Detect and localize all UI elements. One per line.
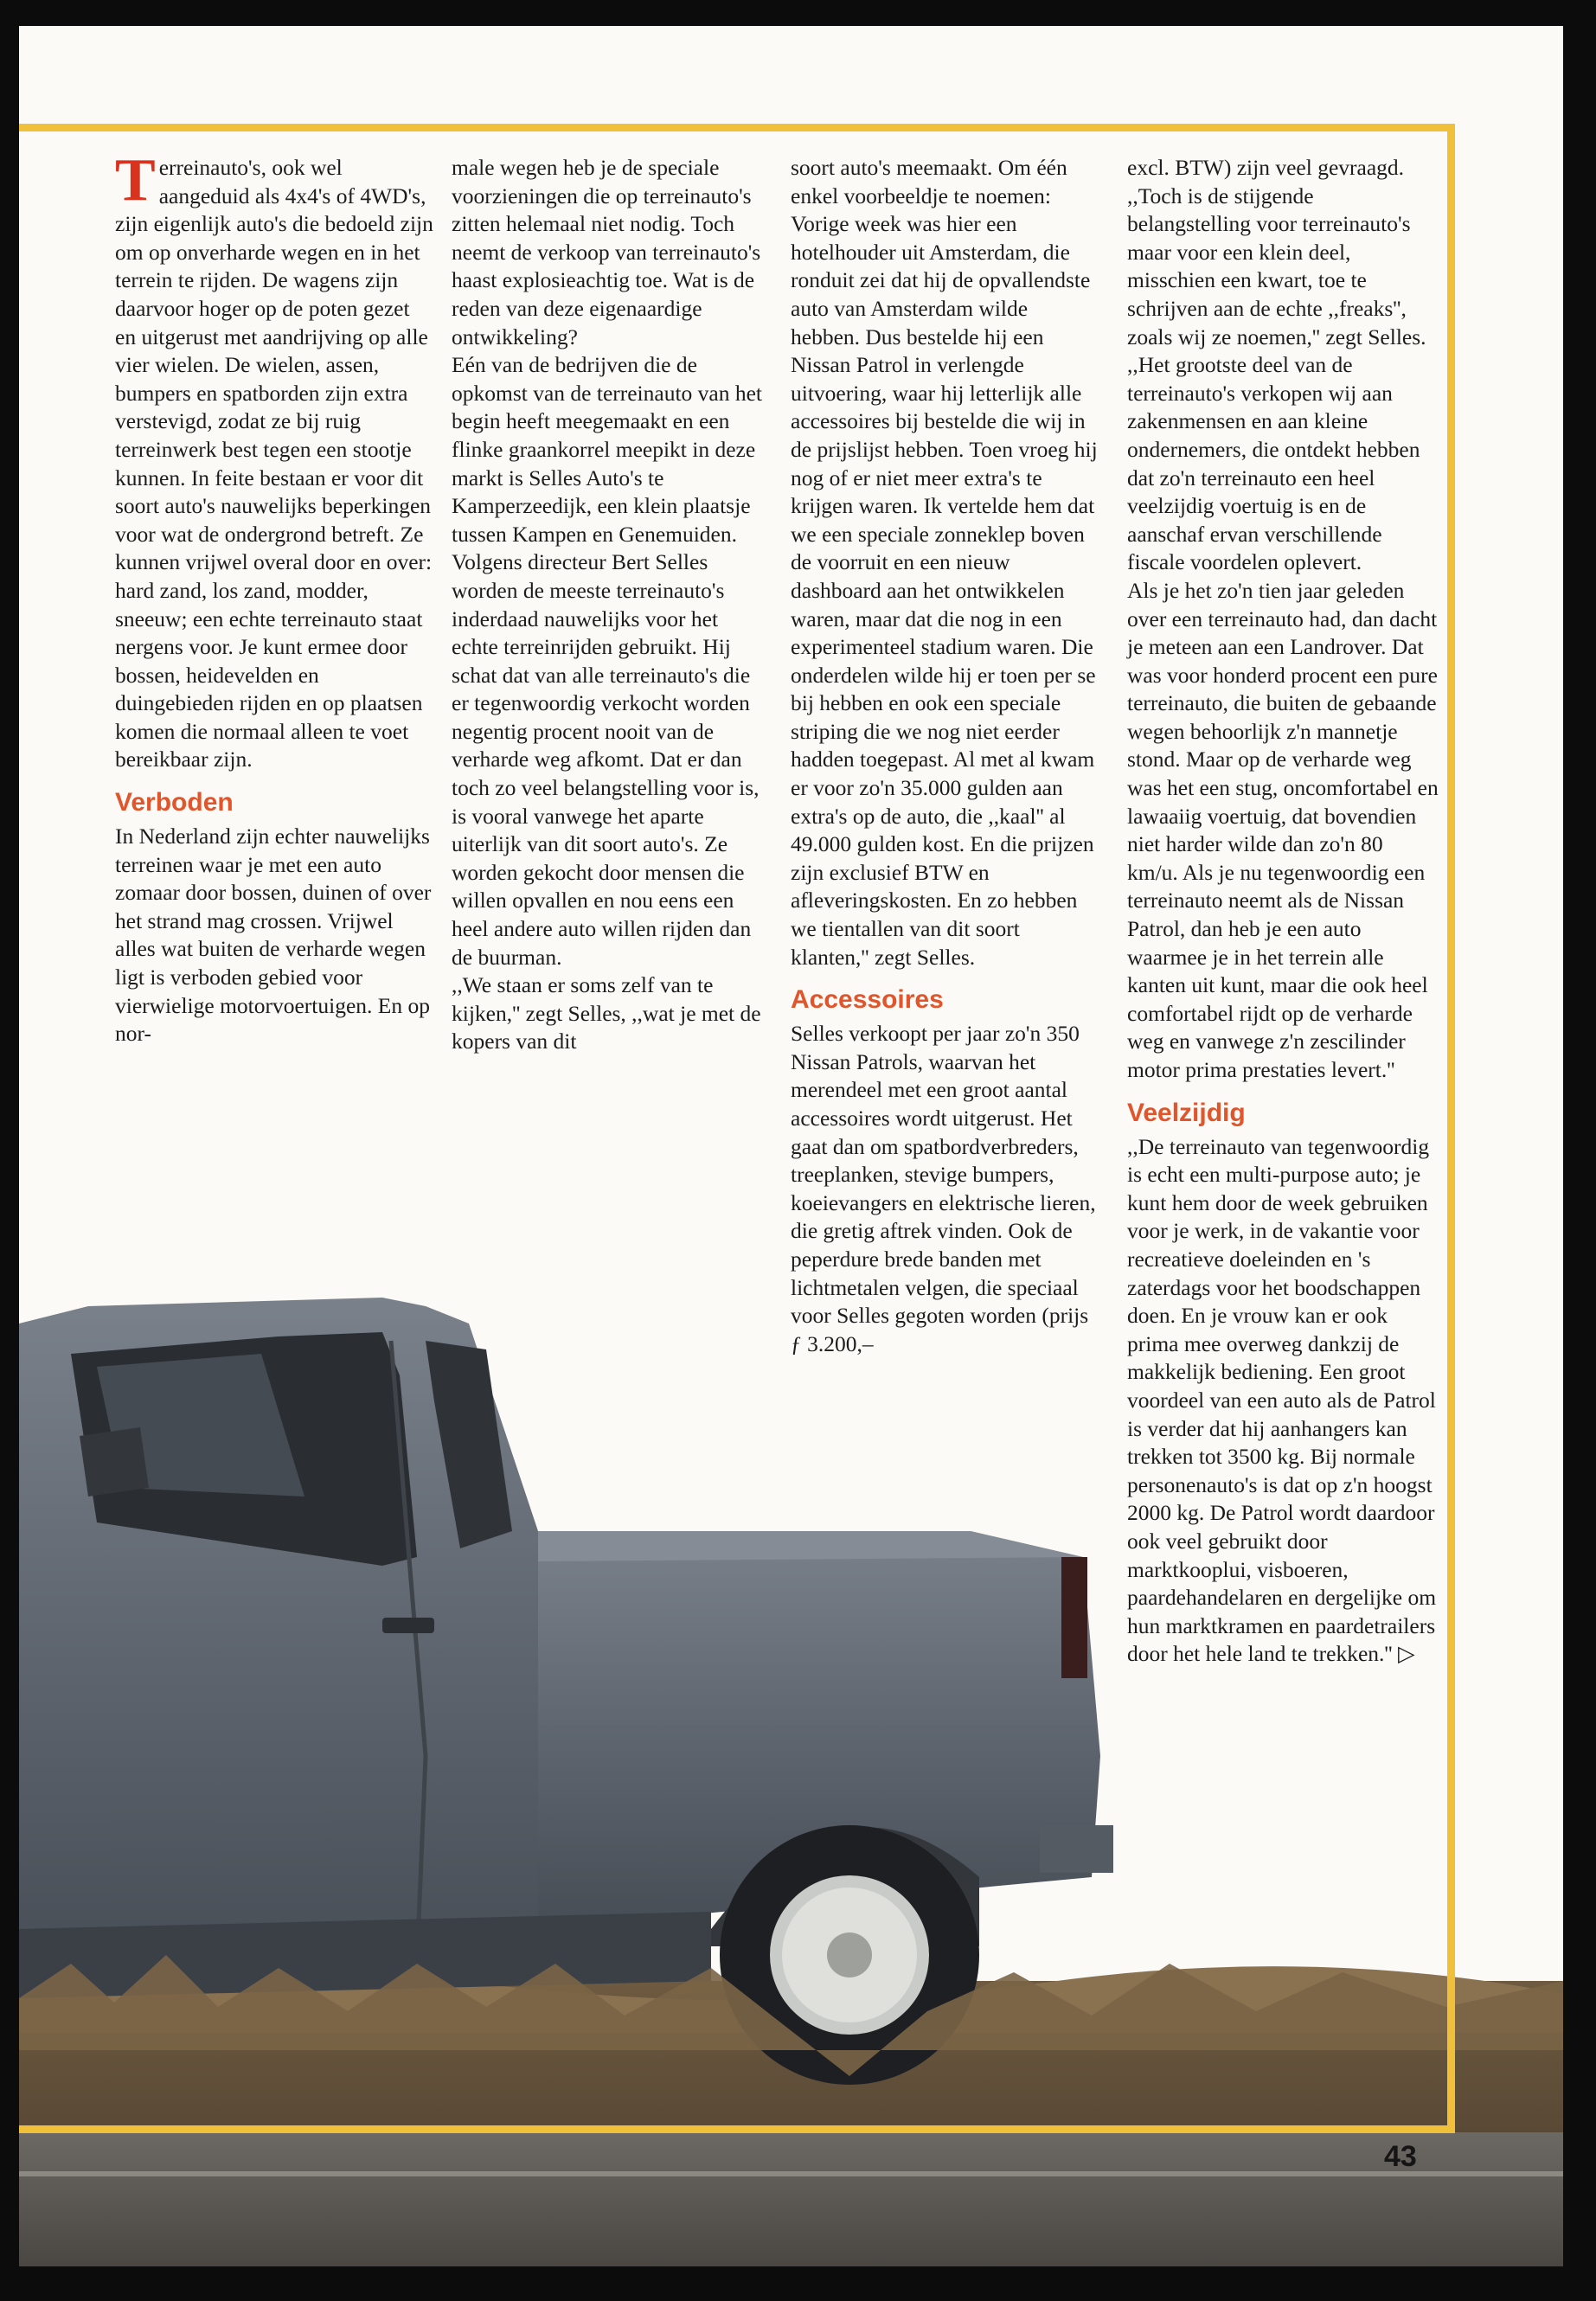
- intro-paragraph: [115, 147, 433, 774]
- heading-verboden: Verboden: [115, 788, 234, 817]
- paragraph: Als je het zo'n tien jaar geleden over een terreinauto had, dan dacht je meteen aan een Landrover. Dat was voor honderd procent een pure terreinauto, die buiten de gebaande wegen behoorlijk z'n mannetje stond. Maar op de verharde weg was het een stug, oncomfortabel en lawaaiig voertuig, dat bovendien niet harder wilde dan zo'n 80 km/u. Als je nu tegenwoordig een terreinauto neemt als de Nissan Patrol, dan heb je een auto waarmee je in het terrein alle kanten uit kunt, maar die ook heel comfortabel rijdt op de verharde weg en vanwege z'n zescilinder motor prima prestaties levert.'': [1127, 577, 1439, 1082]
- scan-edge-right: [1563, 0, 1596, 2301]
- scan-edge-bottom: [0, 2266, 1596, 2301]
- veelzijdig-text: ,,De terreinauto van tegenwoordig is echt een multi-purpose auto; je kunt hem door de week gebruiken voor je werk, in de vakantie voor recreatieve doeleinden en 's zaterdags voor het boodschappen doen. En je vrouw kan er ook prima mee overweg dankzij de makkelijk bediening. Een groot voordeel van een auto als de Patrol is verder dat hij aanhangers kan trekken tot 3500 kg. Bij normale personenauto's is dat op z'n hoogst 2000 kg. De Patrol wordt daardoor ook veel gebruikt door marktkooplui, visboeren, paardehandelaren en dergelijke om hun marktkramen en paardetrailers door het hele land te trekken.'': [1127, 1133, 1437, 1667]
- paragraph: Volgens directeur Bert Selles worden de meeste terreinauto's inderdaad nauwelijks voor het echte terreinrijden gebruikt. Hij schat dat van alle terreinauto's die er tegenwoordig verkocht worden negentig procent nooit van de verharde weg afkomt. Dat er dan toch zo veel belangstelling voor is, is vooral vanwege het aparte uiterlijk van dit soort auto's. Ze worden gekocht door mensen die willen opvallen en nou eens een heel andere auto willen rijden dan de buurman.: [452, 549, 760, 970]
- article-column-1: [115, 147, 433, 1048]
- paragraph: Eén van de bedrijven die de opkomst van de terreinauto van het begin heeft meegemaakt en een flinke graankorrel meepikt in deze markt is Selles Auto's te Kamperzeedijk, een klein plaatsje tussen Kampen en Genemuiden.: [452, 352, 763, 547]
- drop-cap: T: [115, 147, 156, 214]
- article-column-4: [1127, 154, 1439, 1669]
- scan-edge-left: [0, 0, 19, 2301]
- paragraph: excl. BTW) zijn veel gevraagd.: [1127, 155, 1405, 180]
- article-column-2: [452, 154, 763, 1056]
- paragraph-veelzijdig: [1127, 1133, 1439, 1669]
- yellow-frame-top: [19, 124, 1455, 131]
- paragraph-accessoires: Selles verkoopt per jaar zo'n 350 Nissan Patrols, waarvan het merendeel met een groot aantal accessoires wordt uitgerust. Het gaat dan om spatbordverbreders, treeplanken, stevige bumpers, koeievangers en elektrische lieren, die gretig aftrek vinden. Ook de peperdure brede banden met lichtmetalen velgen, die speciaal voor Selles gegoten worden (prijs ƒ 3.200,–: [791, 1021, 1096, 1356]
- page-number: 43: [1384, 2140, 1417, 2173]
- quote-paragraph: ,,Toch is de stijgende belangstelling voor terreinauto's maar voor een klein deel, misschien een kwart, toe te schrijven aan de echte ,,freaks'', zoals wij ze noemen,'' zegt Selles. ,,Het grootste deel van de terreinauto's verkopen wij aan zakenmensen en aan kleine ondernemers, die ontdekt hebben dat zo'n terreinauto een heel veelzijdig voertuig is en de aanschaf ervan verschillende fiscale voordelen oplevert.: [1127, 183, 1426, 575]
- paragraph-verboden: In Nederland zijn echter nauwelijks terreinen waar je met een auto zomaar door bossen, duinen of over het strand mag crossen. Vrijwel alles wat buiten de verharde wegen ligt is verboden gebied voor vierwielige motorvoertuigen. En op nor-: [115, 824, 432, 1047]
- intro-text: erreinauto's, ook wel aangeduid als 4x4's of 4WD's, zijn eigenlijk auto's die bedoeld zijn om op onverharde wegen en in het terrein te rijden. De wagens zijn daarvoor hoger op de poten gezet en uitgerust met aandrijving op alle vier wielen. De wielen, assen, bumpers en spatborden zijn extra verstevigd, zodat ze bij ruig terreinwerk best tegen een stootje kunnen. In feite bestaan er voor dit soort auto's nauwelijks beperkingen voor wat de ondergrond betreft. Ze kunnen vrijwel overal door en over: hard zand, los zand, modder, sneeuw; een echte terreinauto staat nergens voor. Je kunt ermee door bossen, heidevelden en duingebieden rijden en op plaatsen komen die normaal alleen te voet bereikbaar zijn.: [115, 155, 433, 772]
- scan-edge-top: [0, 0, 1596, 26]
- heading-accessoires: Accessoires: [791, 985, 944, 1015]
- heading-veelzijdig: Veelzijdig: [1127, 1098, 1246, 1127]
- yellow-frame-bottom: [19, 2125, 1455, 2133]
- continue-arrow-icon: ▷: [1397, 1641, 1415, 1667]
- paragraph: male wegen heb je de speciale voorzieningen die op terreinauto's zitten helemaal niet nodig. Toch neemt de verkoop van terreinauto's haast explosieachtig toe. Wat is de reden van deze eigenaardige ontwikkeling?: [452, 155, 761, 349]
- article-column-3: [791, 154, 1098, 1358]
- paragraph: soort auto's meemaakt. Om één enkel voorbeeldje te noemen: Vorige week was hier een hotelhouder uit Amsterdam, die ronduit zei dat hij de opvallendste auto van Amsterdam wilde hebben. Dus bestelde hij een Nissan Patrol in verlengde uitvoering, waar hij letterlijk alle accessoires bij bestelde die wij in de prijslijst hebben. Toen vroeg hij nog of er niet meer extra's te krijgen waren. Ik vertelde hem dat we een speciale zonneklep boven de voorruit en een nieuw dashboard aan het ontwikkelen waren, maar dat die nog in een experimenteel stadium waren. Die onderdelen wilde hij er toen per se bij hebben en ook een speciale striping die we nog niet eerder hadden toegepast. Al met al kwam er voor zo'n 35.000 gulden aan extra's op de auto, die ,,kaal'' al 49.000 gulden kost. En die prijzen zijn exclusief BTW en afleveringskosten. En zo hebben we tientallen van dit soort klanten,'' zegt Selles.: [791, 155, 1098, 970]
- yellow-frame-right: [1447, 124, 1455, 2133]
- quote-paragraph: ,,We staan er soms zelf van te kijken,'' zegt Selles, ,,wat je met de kopers van dit: [452, 972, 761, 1054]
